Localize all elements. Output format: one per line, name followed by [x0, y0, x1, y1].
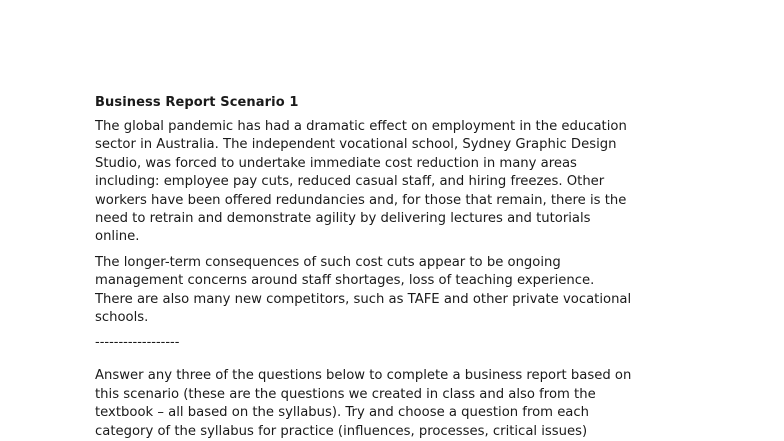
paragraph-instructions: [95, 367, 695, 441]
text-line: There are also many new competitors, such as TAFE and other private vocational: [95, 291, 632, 307]
text-line: sector in Australia. The independent vocational school, Sydney Graphic Design: [95, 137, 617, 153]
text-line: The longer-term consequences of such cost cuts appear to be ongoing: [95, 254, 561, 270]
text-line: this scenario (these are the questions we created in class and also from the: [95, 386, 596, 402]
text-line: including: employee pay cuts, reduced casual staff, and hiring freezes. Other: [95, 174, 605, 190]
section-divider: ------------------: [95, 335, 180, 351]
text-line: schools.: [95, 310, 149, 326]
text-line: textbook – all based on the syllabus). Try and choose a question from each: [95, 405, 589, 421]
text-line: The global pandemic has had a dramatic effect on employment in the education: [95, 119, 627, 134]
document-content: [95, 94, 695, 441]
text-line: Studio, was forced to undertake immediate cost reduction in many areas: [95, 155, 577, 171]
document-title: Business Report Scenario 1: [95, 95, 299, 110]
text-line: workers have been offered redundancies and, for those that remain, there is the: [95, 192, 627, 208]
paragraph-pandemic-impact: [95, 118, 695, 247]
text-line: category of the syllabus for practice (influences, processes, critical issues): [95, 423, 588, 439]
text-line: Answer any three of the questions below to complete a business report based on: [95, 368, 632, 384]
text-line: online.: [95, 229, 140, 245]
text-line: management concerns around staff shortages, loss of teaching experience.: [95, 273, 595, 289]
text-line: need to retrain and demonstrate agility by delivering lectures and tutorials: [95, 211, 591, 227]
paragraph-consequences: [95, 254, 695, 328]
